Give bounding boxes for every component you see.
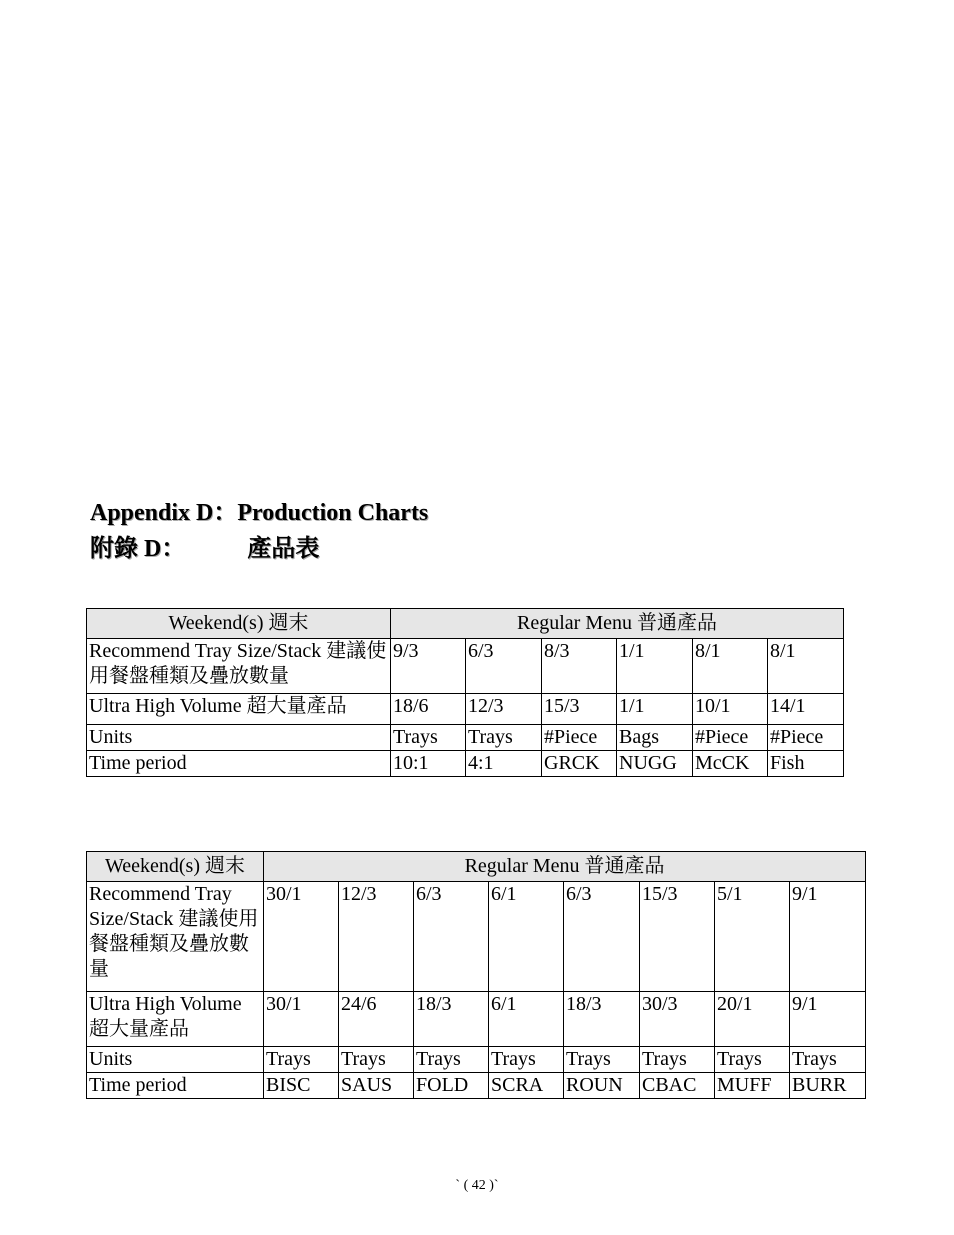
table1-row-label: Recommend Tray Size/Stack 建議使用餐盤種類及疊放數量 [87,639,391,694]
table1-cell: #Piece [768,725,844,751]
table2-cell: Trays [339,1047,414,1073]
table1-cell: 1/1 [617,694,693,725]
table2-cell: Trays [414,1047,489,1073]
table1-cell: Fish [768,751,844,777]
table2-cell: 30/1 [264,882,339,992]
table2-cell: CBAC [640,1073,715,1099]
table1-cell: 10/1 [693,694,768,725]
table2-cell: 18/3 [564,992,640,1047]
table1-cell: 10:1 [391,751,466,777]
table1-cell: NUGG [617,751,693,777]
table2-cell: 5/1 [715,882,790,992]
table2-cell: Trays [489,1047,564,1073]
page-heading [90,495,428,567]
table2-cell: Trays [264,1047,339,1073]
table2-cell: 9/1 [790,882,866,992]
page-number: ` ( 42 )` [455,1178,499,1193]
table2-cell: MUFF [715,1073,790,1099]
heading-chinese [90,531,428,567]
production-chart-table-1 [86,608,844,777]
table2-cell: BURR [790,1073,866,1099]
table2-cell: Trays [564,1047,640,1073]
table1-header-weekend: Weekend(s) 週末 [87,609,391,639]
table1-cell: McCK [693,751,768,777]
heading-chinese-title: 產品表 [247,536,320,562]
table2-cell: 30/1 [264,992,339,1047]
table1-cell: 18/6 [391,694,466,725]
table1-row-label: Time period [87,751,391,777]
table1-cell: GRCK [542,751,617,777]
table2-cell: 20/1 [715,992,790,1047]
table1-cell: 4:1 [466,751,542,777]
table2-cell: Trays [715,1047,790,1073]
table2-cell: 6/1 [489,992,564,1047]
table1-cell: #Piece [693,725,768,751]
table2-cell: SCRA [489,1073,564,1099]
table2-cell: 15/3 [640,882,715,992]
table1-cell: 8/1 [693,639,768,694]
table1-cell: Trays [391,725,466,751]
table2-cell: ROUN [564,1073,640,1099]
table1-cell: 12/3 [466,694,542,725]
table2-cell: Trays [790,1047,866,1073]
table1-cell: Bags [617,725,693,751]
table2-header-regular-menu: Regular Menu 普通產品 [264,852,866,882]
table2-cell: 24/6 [339,992,414,1047]
table2-cell: SAUS [339,1073,414,1099]
heading-chinese-prefix: 附錄 D： [90,536,186,562]
table1-row-label: Units [87,725,391,751]
production-chart-table-2 [86,851,866,1099]
table2-row-label: Recommend Tray Size/Stack 建議使用餐盤種類及疊放數量 [87,882,264,992]
table1-cell: 14/1 [768,694,844,725]
table2-row-label: Time period [87,1073,264,1099]
table1-cell: 1/1 [617,639,693,694]
table2-cell: 30/3 [640,992,715,1047]
table1-cell: Trays [466,725,542,751]
table2-cell: Trays [640,1047,715,1073]
table1-cell: 8/1 [768,639,844,694]
table1-cell: 8/3 [542,639,617,694]
table2-header-weekend: Weekend(s) 週末 [87,852,264,882]
table1-cell: #Piece [542,725,617,751]
table1-cell: 6/3 [466,639,542,694]
table2-cell: 9/1 [790,992,866,1047]
table2-cell: BISC [264,1073,339,1099]
table1-header-regular-menu: Regular Menu 普通產品 [391,609,844,639]
table2-cell: FOLD [414,1073,489,1099]
table1-cell: 15/3 [542,694,617,725]
table2-cell: 6/3 [414,882,489,992]
table2-row-label: Ultra High Volume 超大量產品 [87,992,264,1047]
table1-cell: 9/3 [391,639,466,694]
table2-cell: 18/3 [414,992,489,1047]
table2-cell: 6/1 [489,882,564,992]
heading-english: Appendix D：Production Charts [90,500,429,526]
table2-row-label: Units [87,1047,264,1073]
table2-cell: 6/3 [564,882,640,992]
table1-row-label: Ultra High Volume 超大量產品 [87,694,391,725]
table2-cell: 12/3 [339,882,414,992]
